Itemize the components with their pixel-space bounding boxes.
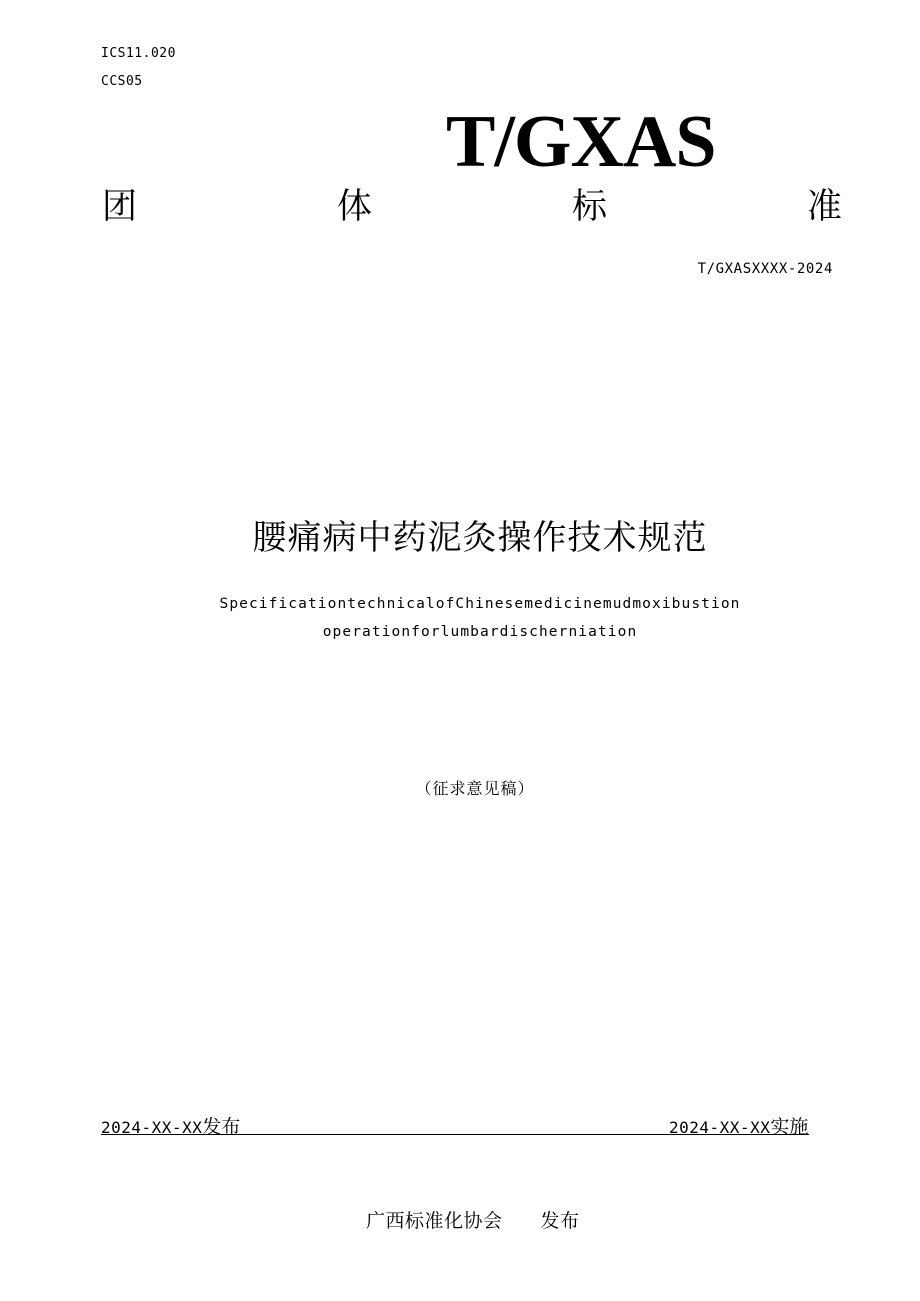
standard-type-char: 团 xyxy=(102,187,138,227)
ics-code: ICS11.020 xyxy=(101,46,176,61)
document-title-en-line1: SpecificationtechnicalofChinesemedicinemudmoxibustion xyxy=(219,596,741,612)
issue-label: 发布 xyxy=(202,1116,241,1138)
standard-type xyxy=(102,186,842,228)
standard-type-char: 标 xyxy=(571,187,607,227)
standard-type-char: 准 xyxy=(806,187,842,227)
ccs-code: CCS05 xyxy=(101,74,143,89)
standard-logo: T/GXAS xyxy=(446,101,716,183)
document-title-cn: 腰痛病中药泥灸操作技术规范 xyxy=(252,518,708,558)
publisher-line xyxy=(366,1206,580,1233)
draft-status: （征求意见稿） xyxy=(415,779,535,798)
standard-number: T/GXASXXXX-2024 xyxy=(697,261,833,277)
issue-date: 2024-XX-XX xyxy=(101,1118,203,1137)
implement-label: 实施 xyxy=(770,1116,809,1138)
document-title-en-line2: operationforlumbardischerniation xyxy=(322,624,638,640)
publisher-label: 发布 xyxy=(540,1210,580,1232)
standard-type-char: 体 xyxy=(336,187,372,227)
publisher-name: 广西标准化协会 xyxy=(366,1210,503,1232)
footer-divider xyxy=(101,1134,809,1135)
implement-date: 2024-XX-XX xyxy=(669,1118,771,1137)
